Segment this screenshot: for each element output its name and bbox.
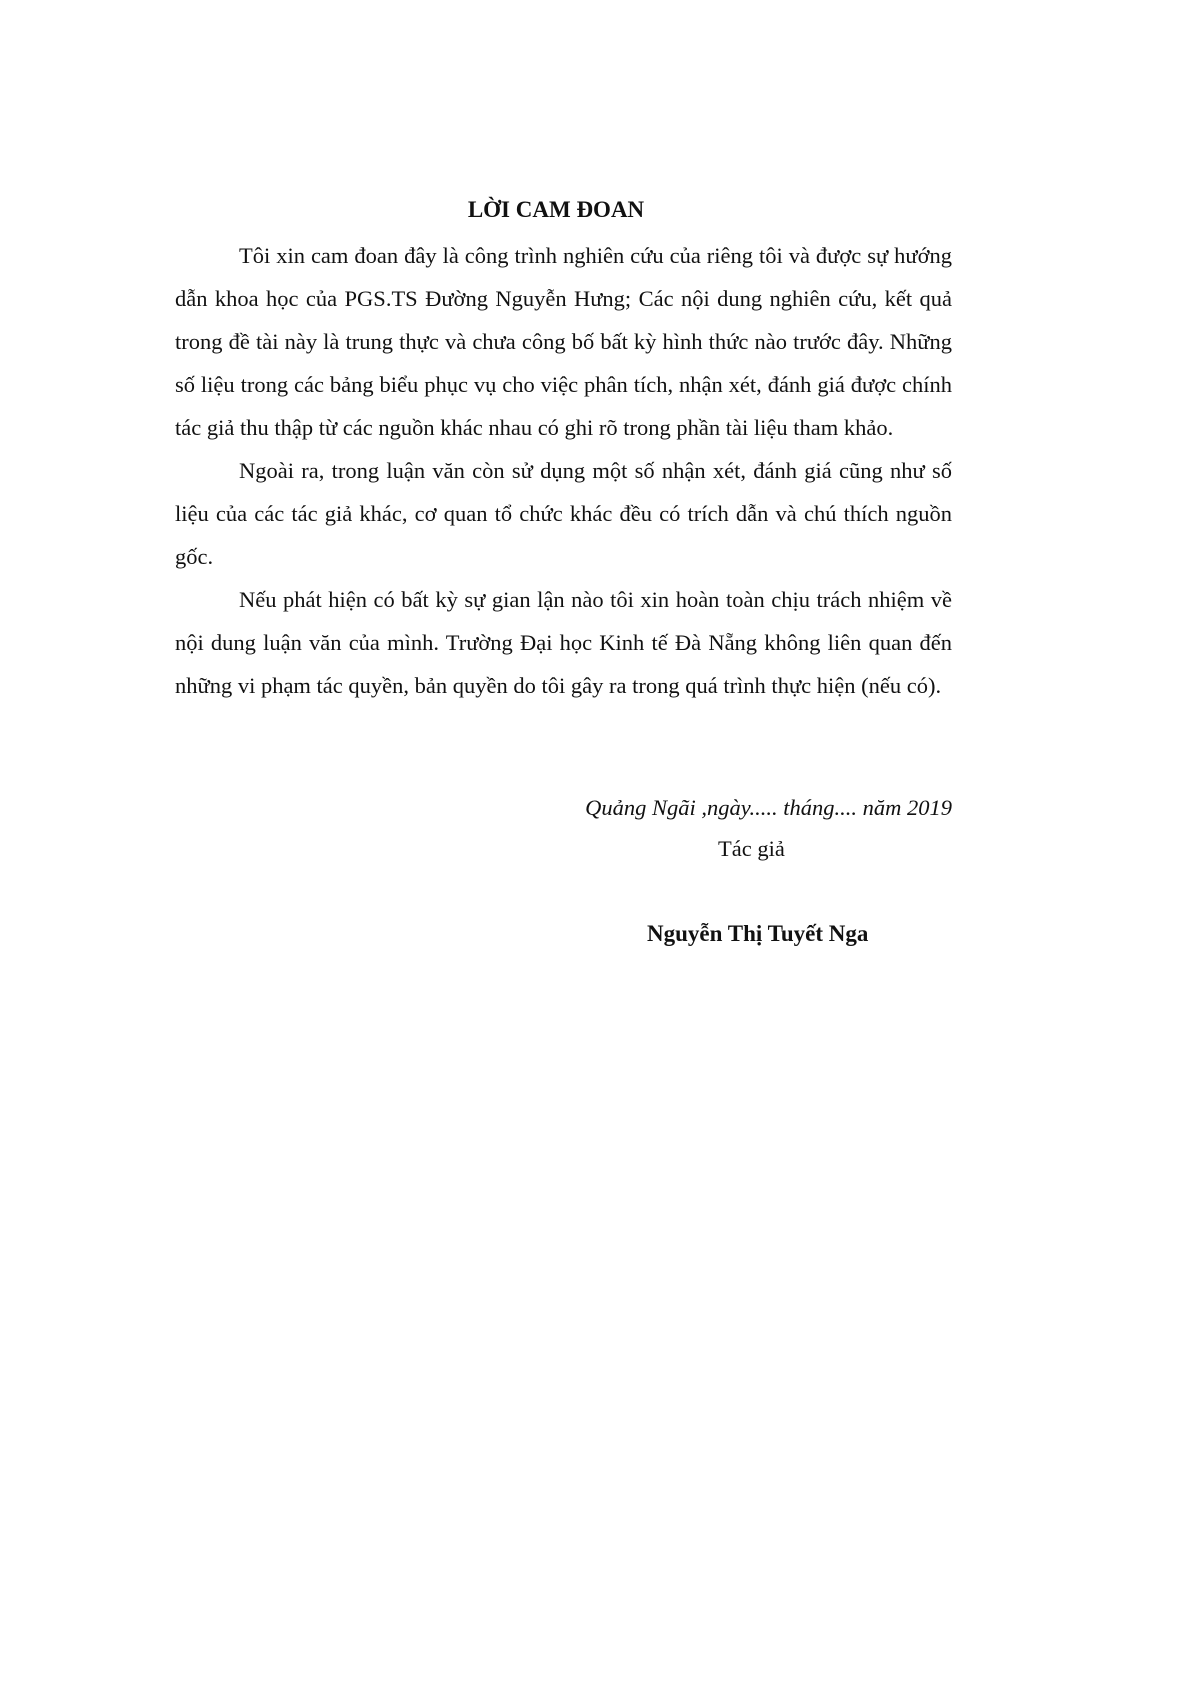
paragraph-citations: Ngoài ra, trong luận văn còn sử dụng một số nhận xét, đánh giá cũng như số liệu của các tác giả khác, cơ quan tổ chức khác đều có trích dẫn và chú thích nguồn gốc. <box>175 458 952 569</box>
document-title: LỜI CAM ĐOAN <box>467 197 645 222</box>
signer-name: Nguyễn Thị Tuyết Nga <box>647 921 869 946</box>
place-date-line: Quảng Ngãi ,ngày..... tháng.... năm 2019 <box>585 795 952 820</box>
paragraph-responsibility: Nếu phát hiện có bất kỳ sự gian lận nào tôi xin hoàn toàn chịu trách nhiệm về nội dung luận văn của mình. Trường Đại học Kinh tế Đà Nẵng không liên quan đến những vi phạm tác quyền, bản quyền do tôi gây ra trong quá trình thực hiện (nếu có). <box>175 587 952 698</box>
paragraph-declaration: Tôi xin cam đoan đây là công trình nghiên cứu của riêng tôi và được sự hướng dẫn khoa học của PGS.TS Đường Nguyễn Hưng; Các nội dung nghiên cứu, kết quả trong đề tài này là trung thực và chưa công bố bất kỳ hình thức nào trước đây. Những số liệu trong các bảng biểu phục vụ cho việc phân tích, nhận xét, đánh giá được chính tác giả thu thập từ các nguồn khác nhau có ghi rõ trong phần tài liệu tham khảo. <box>175 243 952 440</box>
document-body <box>175 234 952 707</box>
signer-role: Tác giả <box>718 836 785 861</box>
